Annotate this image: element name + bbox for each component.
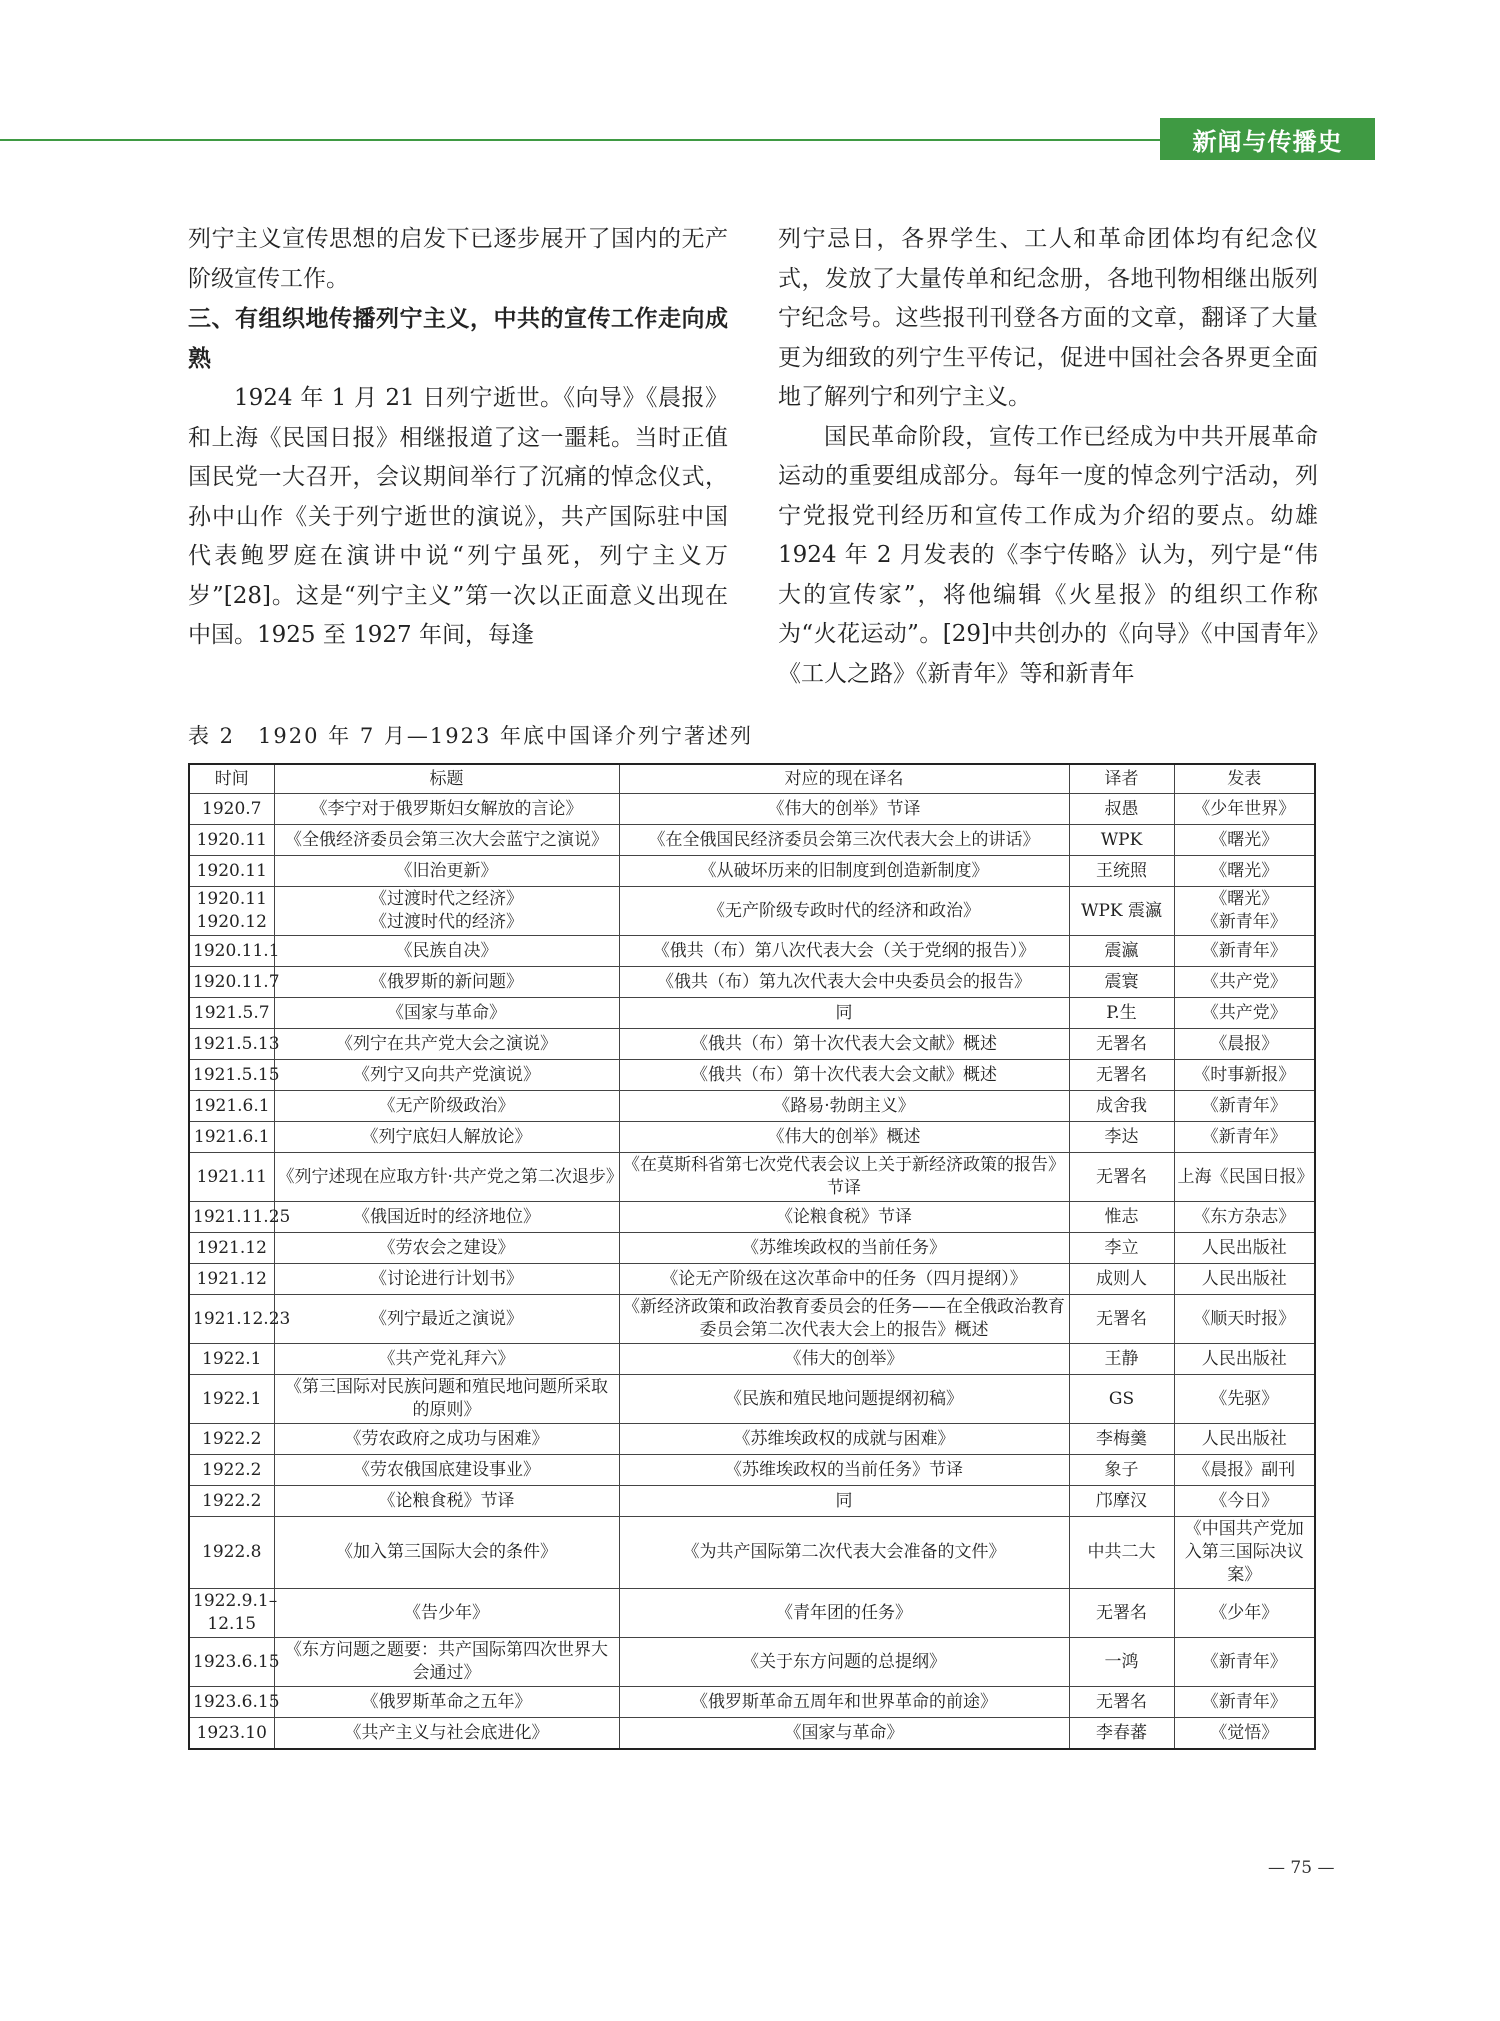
cell-title: 《劳农政府之成功与困难》 [274, 1424, 619, 1455]
cell-time: 1921.11.25 [189, 1202, 274, 1233]
header-rule [0, 139, 1160, 141]
cell-current-title: 《俄罗斯革命五周年和世界革命的前途》 [619, 1687, 1069, 1718]
cell-publication: 《曙光》 《新青年》 [1174, 887, 1315, 936]
cell-current-title: 《伟大的创举》节译 [619, 794, 1069, 825]
table-row [189, 1486, 1315, 1517]
table-row [189, 887, 1315, 936]
cell-translator: 无署名 [1069, 1687, 1174, 1718]
cell-current-title: 《国家与革命》 [619, 1718, 1069, 1750]
table-row [189, 1638, 1315, 1687]
cell-publication: 《东方杂志》 [1174, 1202, 1315, 1233]
cell-publication: 《曙光》 [1174, 856, 1315, 887]
cell-translator: P.生 [1069, 998, 1174, 1029]
table-row [189, 1233, 1315, 1264]
cell-title: 《第三国际对民族问题和殖民地问题所采取的原则》 [274, 1375, 619, 1424]
cell-title: 《告少年》 [274, 1589, 619, 1638]
cell-translator: 一鸿 [1069, 1638, 1174, 1687]
cell-translator: 叔愚 [1069, 794, 1174, 825]
cell-current-title: 《论粮食税》节译 [619, 1202, 1069, 1233]
cell-current-title: 同 [619, 1486, 1069, 1517]
cell-translator: WPK 震瀛 [1069, 887, 1174, 936]
table-row [189, 1455, 1315, 1486]
cell-publication: 《新青年》 [1174, 1687, 1315, 1718]
cell-time: 1922.1 [189, 1344, 274, 1375]
cell-time: 1922.8 [189, 1517, 274, 1589]
cell-time: 1922.9.1–12.15 [189, 1589, 274, 1638]
cell-time: 1920.11.1 [189, 936, 274, 967]
cell-publication: 《觉悟》 [1174, 1718, 1315, 1750]
cell-publication: 《今日》 [1174, 1486, 1315, 1517]
cell-current-title: 《论无产阶级在这次革命中的任务（四月提纲）》 [619, 1264, 1069, 1295]
cell-translator: 王统照 [1069, 856, 1174, 887]
cell-time: 1923.6.15 [189, 1638, 274, 1687]
table-row [189, 1264, 1315, 1295]
cell-time: 1920.7 [189, 794, 274, 825]
cell-title: 《旧治更新》 [274, 856, 619, 887]
header-current-title: 对应的现在译名 [619, 764, 1069, 794]
cell-time: 1921.5.7 [189, 998, 274, 1029]
cell-title: 《加入第三国际大会的条件》 [274, 1517, 619, 1589]
cell-publication: 《晨报》 [1174, 1029, 1315, 1060]
table-row [189, 794, 1315, 825]
cell-current-title: 《苏维埃政权的成就与困难》 [619, 1424, 1069, 1455]
cell-publication: 《顺天时报》 [1174, 1295, 1315, 1344]
cell-time: 1922.2 [189, 1455, 274, 1486]
cell-translator: 成则人 [1069, 1264, 1174, 1295]
cell-current-title: 《俄共（布）第十次代表大会文献》概述 [619, 1060, 1069, 1091]
cell-title: 《劳农俄国底建设事业》 [274, 1455, 619, 1486]
cell-translator: 象子 [1069, 1455, 1174, 1486]
cell-current-title: 《伟大的创举》 [619, 1344, 1069, 1375]
cell-publication: 《先驱》 [1174, 1375, 1315, 1424]
cell-time: 1923.10 [189, 1718, 274, 1750]
cell-title: 《列宁又向共产党演说》 [274, 1060, 619, 1091]
cell-title: 《民族自决》 [274, 936, 619, 967]
cell-publication: 《中国共产党加入第三国际决议案》 [1174, 1517, 1315, 1589]
cell-current-title: 《俄共（布）第十次代表大会文献》概述 [619, 1029, 1069, 1060]
cell-time: 1922.2 [189, 1424, 274, 1455]
cell-title: 《俄罗斯的新问题》 [274, 967, 619, 998]
header-publication: 发表 [1174, 764, 1315, 794]
table-row [189, 1029, 1315, 1060]
cell-time: 1922.2 [189, 1486, 274, 1517]
cell-publication: 《新青年》 [1174, 936, 1315, 967]
cell-current-title: 同 [619, 998, 1069, 1029]
table-row [189, 998, 1315, 1029]
left-paragraph-2: 1924 年 1 月 21 日列宁逝世。《向导》《晨报》和上海《民国日报》相继报道了这一噩耗。当时正值国民党一大召开，会议期间举行了沉痛的悼念仪式，孙中山作《关于列宁逝世的演说》，共产国际驻中国代表鲍罗庭在演讲中说“列宁虽死，列宁主义万岁”[28]。这是“列宁主义”第一次以正面意义出现在中国。1925 至 1927 年间，每逢 [188, 385, 728, 648]
cell-title: 《讨论进行计划书》 [274, 1264, 619, 1295]
cell-translator: 震寰 [1069, 967, 1174, 998]
cell-current-title: 《伟大的创举》概述 [619, 1122, 1069, 1153]
header-translator: 译者 [1069, 764, 1174, 794]
cell-translator: 无署名 [1069, 1589, 1174, 1638]
cell-current-title: 《民族和殖民地问题提纲初稿》 [619, 1375, 1069, 1424]
cell-current-title: 《从破坏历来的旧制度到创造新制度》 [619, 856, 1069, 887]
cell-publication: 人民出版社 [1174, 1424, 1315, 1455]
cell-title: 《共产主义与社会底进化》 [274, 1718, 619, 1750]
cell-title: 《俄国近时的经济地位》 [274, 1202, 619, 1233]
cell-translator: 李梅羹 [1069, 1424, 1174, 1455]
cell-translator: 邝摩汉 [1069, 1486, 1174, 1517]
section-heading: 三、有组织地传播列宁主义，中共的宣传工作走向成熟 [188, 306, 728, 372]
cell-translator: 惟志 [1069, 1202, 1174, 1233]
cell-title: 《列宁底妇人解放论》 [274, 1122, 619, 1153]
cell-translator: 无署名 [1069, 1153, 1174, 1202]
cell-title: 《列宁在共产党大会之演说》 [274, 1029, 619, 1060]
cell-time: 1922.1 [189, 1375, 274, 1424]
cell-title: 《劳农会之建设》 [274, 1233, 619, 1264]
cell-translator: GS [1069, 1375, 1174, 1424]
cell-title: 《东方问题之题要：共产国际第四次世界大会通过》 [274, 1638, 619, 1687]
table-row [189, 825, 1315, 856]
cell-current-title: 《青年团的任务》 [619, 1589, 1069, 1638]
left-paragraph-1: 列宁主义宣传思想的启发下已逐步展开了国内的无产阶级宣传工作。 [188, 226, 728, 292]
right-paragraph-1: 列宁忌日，各界学生、工人和革命团体均有纪念仪式，发放了大量传单和纪念册，各地刊物相继出版列宁纪念号。这些报刊刊登各方面的文章，翻译了大量更为细致的列宁生平传记，促进中国社会各界更全面地了解列宁和列宁主义。 [778, 226, 1318, 410]
cell-time: 1921.6.1 [189, 1122, 274, 1153]
table-row [189, 856, 1315, 887]
right-column [778, 220, 1318, 694]
table-row [189, 1122, 1315, 1153]
cell-current-title: 《俄共（布）第九次代表大会中央委员会的报告》 [619, 967, 1069, 998]
cell-title: 《列宁述现在应取方针·共产党之第二次退步》 [274, 1153, 619, 1202]
cell-translator: 震瀛 [1069, 936, 1174, 967]
cell-translator: 李达 [1069, 1122, 1174, 1153]
cell-current-title: 《苏维埃政权的当前任务》节译 [619, 1455, 1069, 1486]
header-time: 时间 [189, 764, 274, 794]
cell-title: 《俄罗斯革命之五年》 [274, 1687, 619, 1718]
cell-title: 《李宁对于俄罗斯妇女解放的言论》 [274, 794, 619, 825]
table-row [189, 936, 1315, 967]
cell-publication: 《时事新报》 [1174, 1060, 1315, 1091]
cell-time: 1921.12 [189, 1233, 274, 1264]
header-title: 标题 [274, 764, 619, 794]
cell-translator: 王静 [1069, 1344, 1174, 1375]
cell-current-title: 《为共产国际第二次代表大会准备的文件》 [619, 1517, 1069, 1589]
page-number: — 75 — [1268, 1858, 1335, 1878]
cell-title: 《列宁最近之演说》 [274, 1295, 619, 1344]
cell-time: 1920.11.7 [189, 967, 274, 998]
cell-publication: 人民出版社 [1174, 1264, 1315, 1295]
table-caption: 表 2 1920 年 7 月—1923 年底中国译介列宁著述列 [188, 724, 753, 748]
cell-publication: 《晨报》副刊 [1174, 1455, 1315, 1486]
cell-time: 1920.11 [189, 856, 274, 887]
cell-publication: 《新青年》 [1174, 1638, 1315, 1687]
translation-table [188, 763, 1316, 1750]
cell-translator: 李春蕃 [1069, 1718, 1174, 1750]
table-row [189, 1589, 1315, 1638]
cell-publication: 《新青年》 [1174, 1122, 1315, 1153]
cell-current-title: 《在莫斯科省第七次党代表会议上关于新经济政策的报告》节译 [619, 1153, 1069, 1202]
table-row [189, 1091, 1315, 1122]
table-row [189, 1718, 1315, 1750]
cell-time: 1921.12.23 [189, 1295, 274, 1344]
cell-current-title: 《无产阶级专政时代的经济和政治》 [619, 887, 1069, 936]
table-row [189, 1295, 1315, 1344]
table-row [189, 1344, 1315, 1375]
table-row [189, 1060, 1315, 1091]
table-row [189, 1517, 1315, 1589]
cell-publication: 《曙光》 [1174, 825, 1315, 856]
cell-current-title: 《关于东方问题的总提纲》 [619, 1638, 1069, 1687]
cell-publication: 人民出版社 [1174, 1233, 1315, 1264]
cell-title: 《无产阶级政治》 [274, 1091, 619, 1122]
cell-translator: 无署名 [1069, 1029, 1174, 1060]
cell-time: 1921.5.15 [189, 1060, 274, 1091]
cell-title: 《过渡时代之经济》 《过渡时代的经济》 [274, 887, 619, 936]
cell-publication: 《新青年》 [1174, 1091, 1315, 1122]
cell-time: 1923.6.15 [189, 1687, 274, 1718]
cell-title: 《共产党礼拜六》 [274, 1344, 619, 1375]
table-body [189, 794, 1315, 1750]
cell-title: 《全俄经济委员会第三次大会蓝宁之演说》 [274, 825, 619, 856]
cell-publication: 上海《民国日报》 [1174, 1153, 1315, 1202]
cell-translator: 中共二大 [1069, 1517, 1174, 1589]
cell-time: 1920.11 [189, 825, 274, 856]
table-header-row [189, 764, 1315, 794]
cell-publication: 《共产党》 [1174, 998, 1315, 1029]
cell-time: 1921.11 [189, 1153, 274, 1202]
cell-current-title: 《在全俄国民经济委员会第三次代表大会上的讲话》 [619, 825, 1069, 856]
left-column [188, 220, 728, 656]
cell-current-title: 《苏维埃政权的当前任务》 [619, 1233, 1069, 1264]
cell-time: 1921.6.1 [189, 1091, 274, 1122]
cell-publication: 人民出版社 [1174, 1344, 1315, 1375]
cell-translator: WPK [1069, 825, 1174, 856]
table-row [189, 967, 1315, 998]
table-row [189, 1202, 1315, 1233]
cell-publication: 《少年世界》 [1174, 794, 1315, 825]
cell-translator: 无署名 [1069, 1060, 1174, 1091]
cell-translator: 李立 [1069, 1233, 1174, 1264]
table-row [189, 1153, 1315, 1202]
cell-time: 1920.11 1920.12 [189, 887, 274, 936]
cell-translator: 无署名 [1069, 1295, 1174, 1344]
section-label: 新闻与传播史 [1160, 118, 1375, 160]
cell-publication: 《少年》 [1174, 1589, 1315, 1638]
cell-current-title: 《俄共（布）第八次代表大会（关于党纲的报告）》 [619, 936, 1069, 967]
cell-time: 1921.5.13 [189, 1029, 274, 1060]
cell-current-title: 《路易·勃朗主义》 [619, 1091, 1069, 1122]
cell-time: 1921.12 [189, 1264, 274, 1295]
cell-publication: 《共产党》 [1174, 967, 1315, 998]
table-row [189, 1375, 1315, 1424]
cell-current-title: 《新经济政策和政治教育委员会的任务——在全俄政治教育委员会第二次代表大会上的报告》概述 [619, 1295, 1069, 1344]
table-row [189, 1424, 1315, 1455]
right-paragraph-2: 国民革命阶段，宣传工作已经成为中共开展革命运动的重要组成部分。每年一度的悼念列宁活动，列宁党报党刊经历和宣传工作成为介绍的要点。幼雄 1924 年 2 月发表的《李宁传略》认为，列宁是“伟大的宣传家”，将他编辑《火星报》的组织工作称为“火花运动”。[29]中共创办的《向导》《中国青年》《工人之路》《新青年》等和新青年 [778, 423, 1318, 687]
cell-title: 《论粮食税》节译 [274, 1486, 619, 1517]
cell-translator: 成舍我 [1069, 1091, 1174, 1122]
table-row [189, 1687, 1315, 1718]
cell-title: 《国家与革命》 [274, 998, 619, 1029]
